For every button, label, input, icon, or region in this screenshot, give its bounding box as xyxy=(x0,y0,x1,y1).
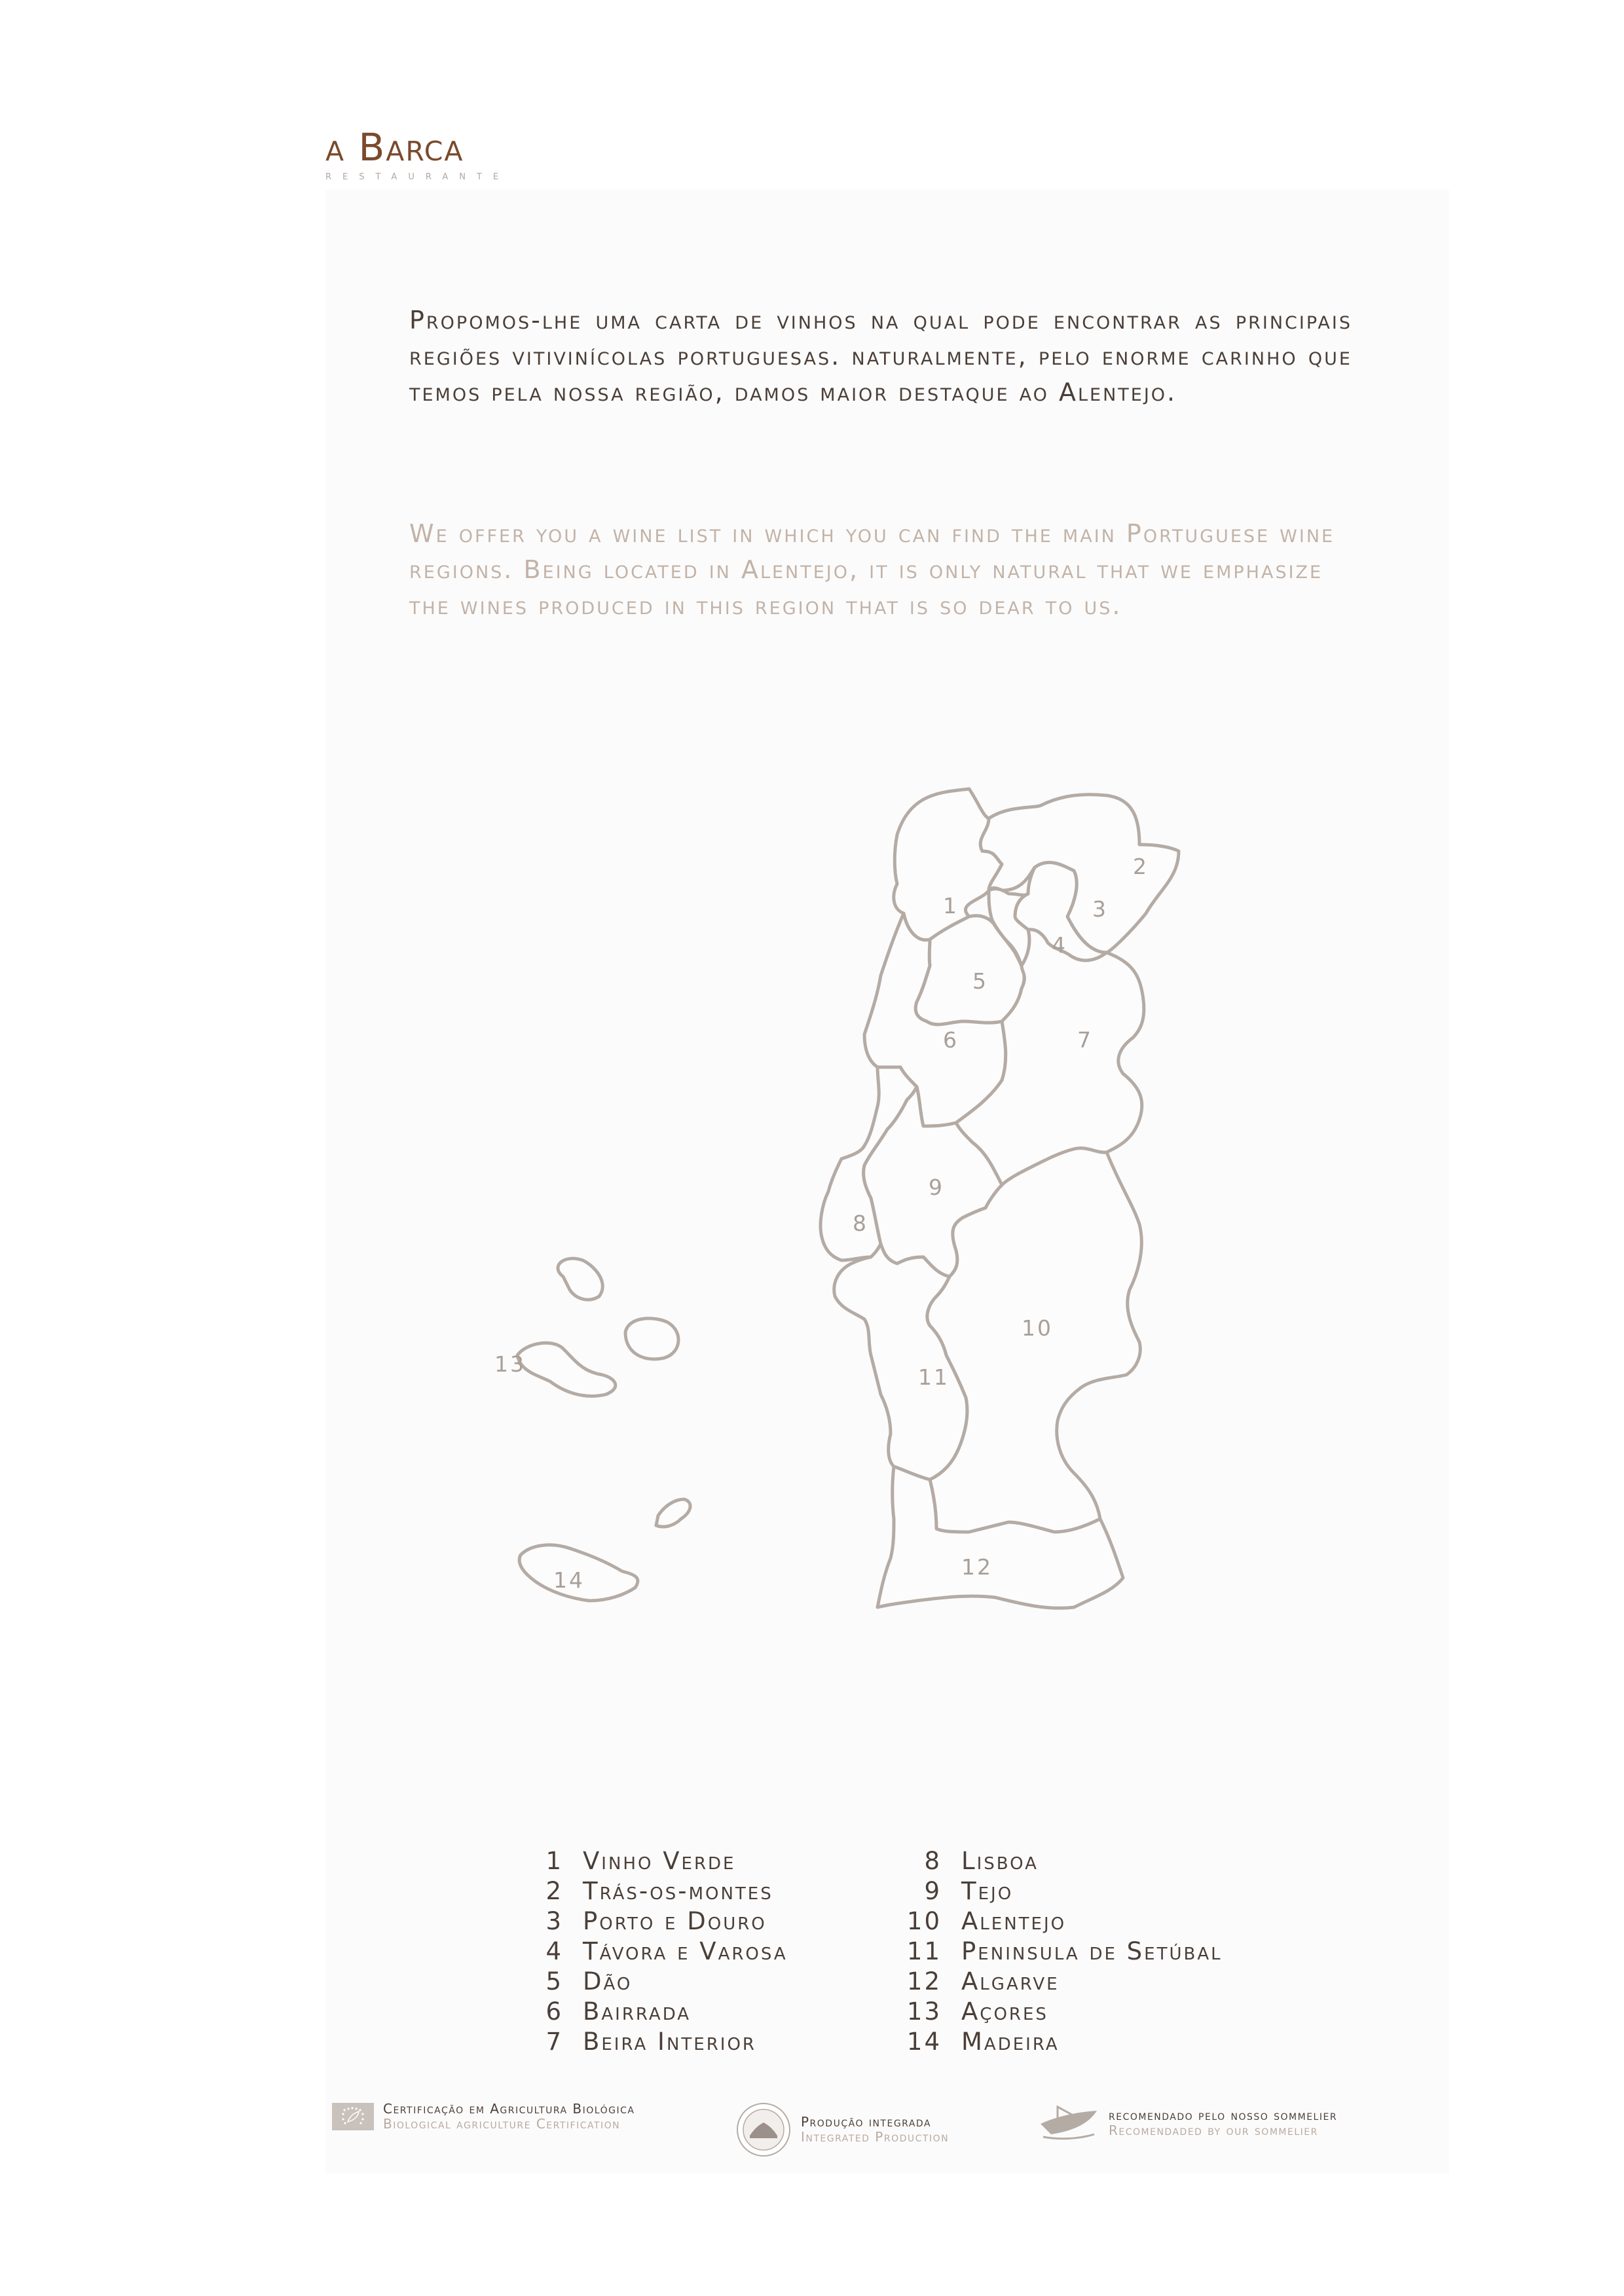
integrated-production-seal-icon xyxy=(735,2102,792,2158)
map-label-8: 8 xyxy=(853,1211,868,1236)
legend-number: 9 xyxy=(924,1877,942,1905)
region-14-island-a xyxy=(656,1499,690,1527)
legend-item xyxy=(517,2027,788,2057)
eu-organic-leaf-icon xyxy=(332,2103,374,2130)
legend-region-name: Tejo xyxy=(961,1877,1014,1905)
region-13-island-a xyxy=(558,1258,602,1300)
map-label-13: 13 xyxy=(494,1351,526,1377)
legend-item xyxy=(517,1967,788,1997)
legend-left-column xyxy=(517,1846,788,2057)
map-label-1: 1 xyxy=(943,893,959,919)
region-11-shape xyxy=(834,1244,967,1480)
map-label-14: 14 xyxy=(553,1567,585,1593)
legend-item xyxy=(902,1846,1223,1876)
legend-region-name: Trás-os-montes xyxy=(583,1877,773,1905)
legend-region-name: Beira Interior xyxy=(583,2028,756,2056)
legend-item xyxy=(517,1846,788,1876)
region-13-island-c xyxy=(517,1343,616,1396)
legend-region-name: Bairrada xyxy=(583,1997,692,2026)
map-label-5: 5 xyxy=(972,968,988,994)
legend-item xyxy=(517,1997,788,2027)
certification-sommelier xyxy=(1038,2102,1337,2145)
legend-region-name: Peninsula de Setúbal xyxy=(961,1937,1223,1965)
legend-region-name: Açores xyxy=(961,1997,1048,2026)
certification-integrated-production xyxy=(735,2102,949,2158)
intro-text-portuguese: Propomos-lhe uma carta de vinhos na qual pode encontrar as principais regiões vitivinícolas portuguesas. naturalmente, pelo enorme carinho que temos pela nossa região, damos maior destaque ao Alentejo. xyxy=(409,306,1352,407)
logo-subtitle: restaurante xyxy=(325,168,510,183)
cert-bio-label: Certificação em Agricultura Biológica xyxy=(383,2101,635,2117)
legend-item xyxy=(902,1937,1223,1967)
legend-item xyxy=(902,1997,1223,2027)
map-label-3: 3 xyxy=(1092,896,1108,922)
map-label-7: 7 xyxy=(1077,1027,1093,1053)
legend-number: 14 xyxy=(906,2028,942,2056)
legend-number: 2 xyxy=(545,1877,563,1905)
legend-item xyxy=(902,1906,1223,1937)
restaurant-logo xyxy=(325,125,548,183)
cert-bio-sublabel: Biological agriculture Certification xyxy=(383,2116,621,2132)
legend-item xyxy=(902,2027,1223,2057)
map-label-4: 4 xyxy=(1052,932,1067,958)
legend-item xyxy=(902,1967,1223,1997)
legend-region-name: Madeira xyxy=(961,2028,1060,2056)
legend-number: 10 xyxy=(906,1907,942,1935)
legend-number: 11 xyxy=(906,1937,942,1965)
cert-somm-label: recomendado pelo nosso sommelier xyxy=(1109,2107,1338,2123)
logo-name: a Barca xyxy=(325,125,464,170)
cert-prod-label: Produção integrada xyxy=(801,2114,932,2130)
legend-region-name: Vinho Verde xyxy=(583,1847,736,1875)
map-label-11: 11 xyxy=(918,1364,950,1390)
map-label-10: 10 xyxy=(1022,1315,1053,1341)
map-label-12: 12 xyxy=(961,1554,993,1580)
legend-number: 3 xyxy=(545,1907,563,1935)
cert-somm-sublabel: Recomendaded by our sommelier xyxy=(1109,2123,1318,2138)
legend-right-column xyxy=(902,1846,1223,2057)
cert-prod-sublabel: Integrated Production xyxy=(801,2129,950,2145)
legend-region-name: Algarve xyxy=(961,1967,1060,1995)
map-label-6: 6 xyxy=(943,1027,959,1053)
wine-regions-map xyxy=(485,779,1270,1748)
intro-text-english: We offer you a wine list in which you can find the main Portuguese wine regions. Being located in Alentejo, it is only natural that we emphasize the wines produced in this region that is so dear to us. xyxy=(409,519,1335,620)
boat-sommelier-icon xyxy=(1038,2102,1099,2145)
certification-bio xyxy=(332,2102,635,2132)
legend-item xyxy=(517,1876,788,1906)
legend-region-name: Távora e Varosa xyxy=(583,1937,788,1965)
region-13-island-b xyxy=(625,1319,678,1359)
legend-item xyxy=(902,1876,1223,1906)
legend-number: 4 xyxy=(545,1937,563,1965)
legend-number: 6 xyxy=(545,1997,563,2026)
legend-region-name: Alentejo xyxy=(961,1907,1067,1935)
legend-number: 8 xyxy=(924,1847,942,1875)
legend-number: 5 xyxy=(545,1967,563,1995)
legend-item xyxy=(517,1937,788,1967)
legend-number: 1 xyxy=(545,1847,563,1875)
legend-region-name: Dão xyxy=(583,1967,633,1995)
legend-region-name: Porto e Douro xyxy=(583,1907,767,1935)
legend-number: 13 xyxy=(906,1997,942,2026)
legend-number: 7 xyxy=(545,2028,563,2056)
legend-number: 12 xyxy=(906,1967,942,1995)
map-label-2: 2 xyxy=(1133,854,1149,879)
legend-item xyxy=(517,1906,788,1937)
map-label-9: 9 xyxy=(929,1175,944,1200)
legend-region-name: Lisboa xyxy=(961,1847,1039,1875)
